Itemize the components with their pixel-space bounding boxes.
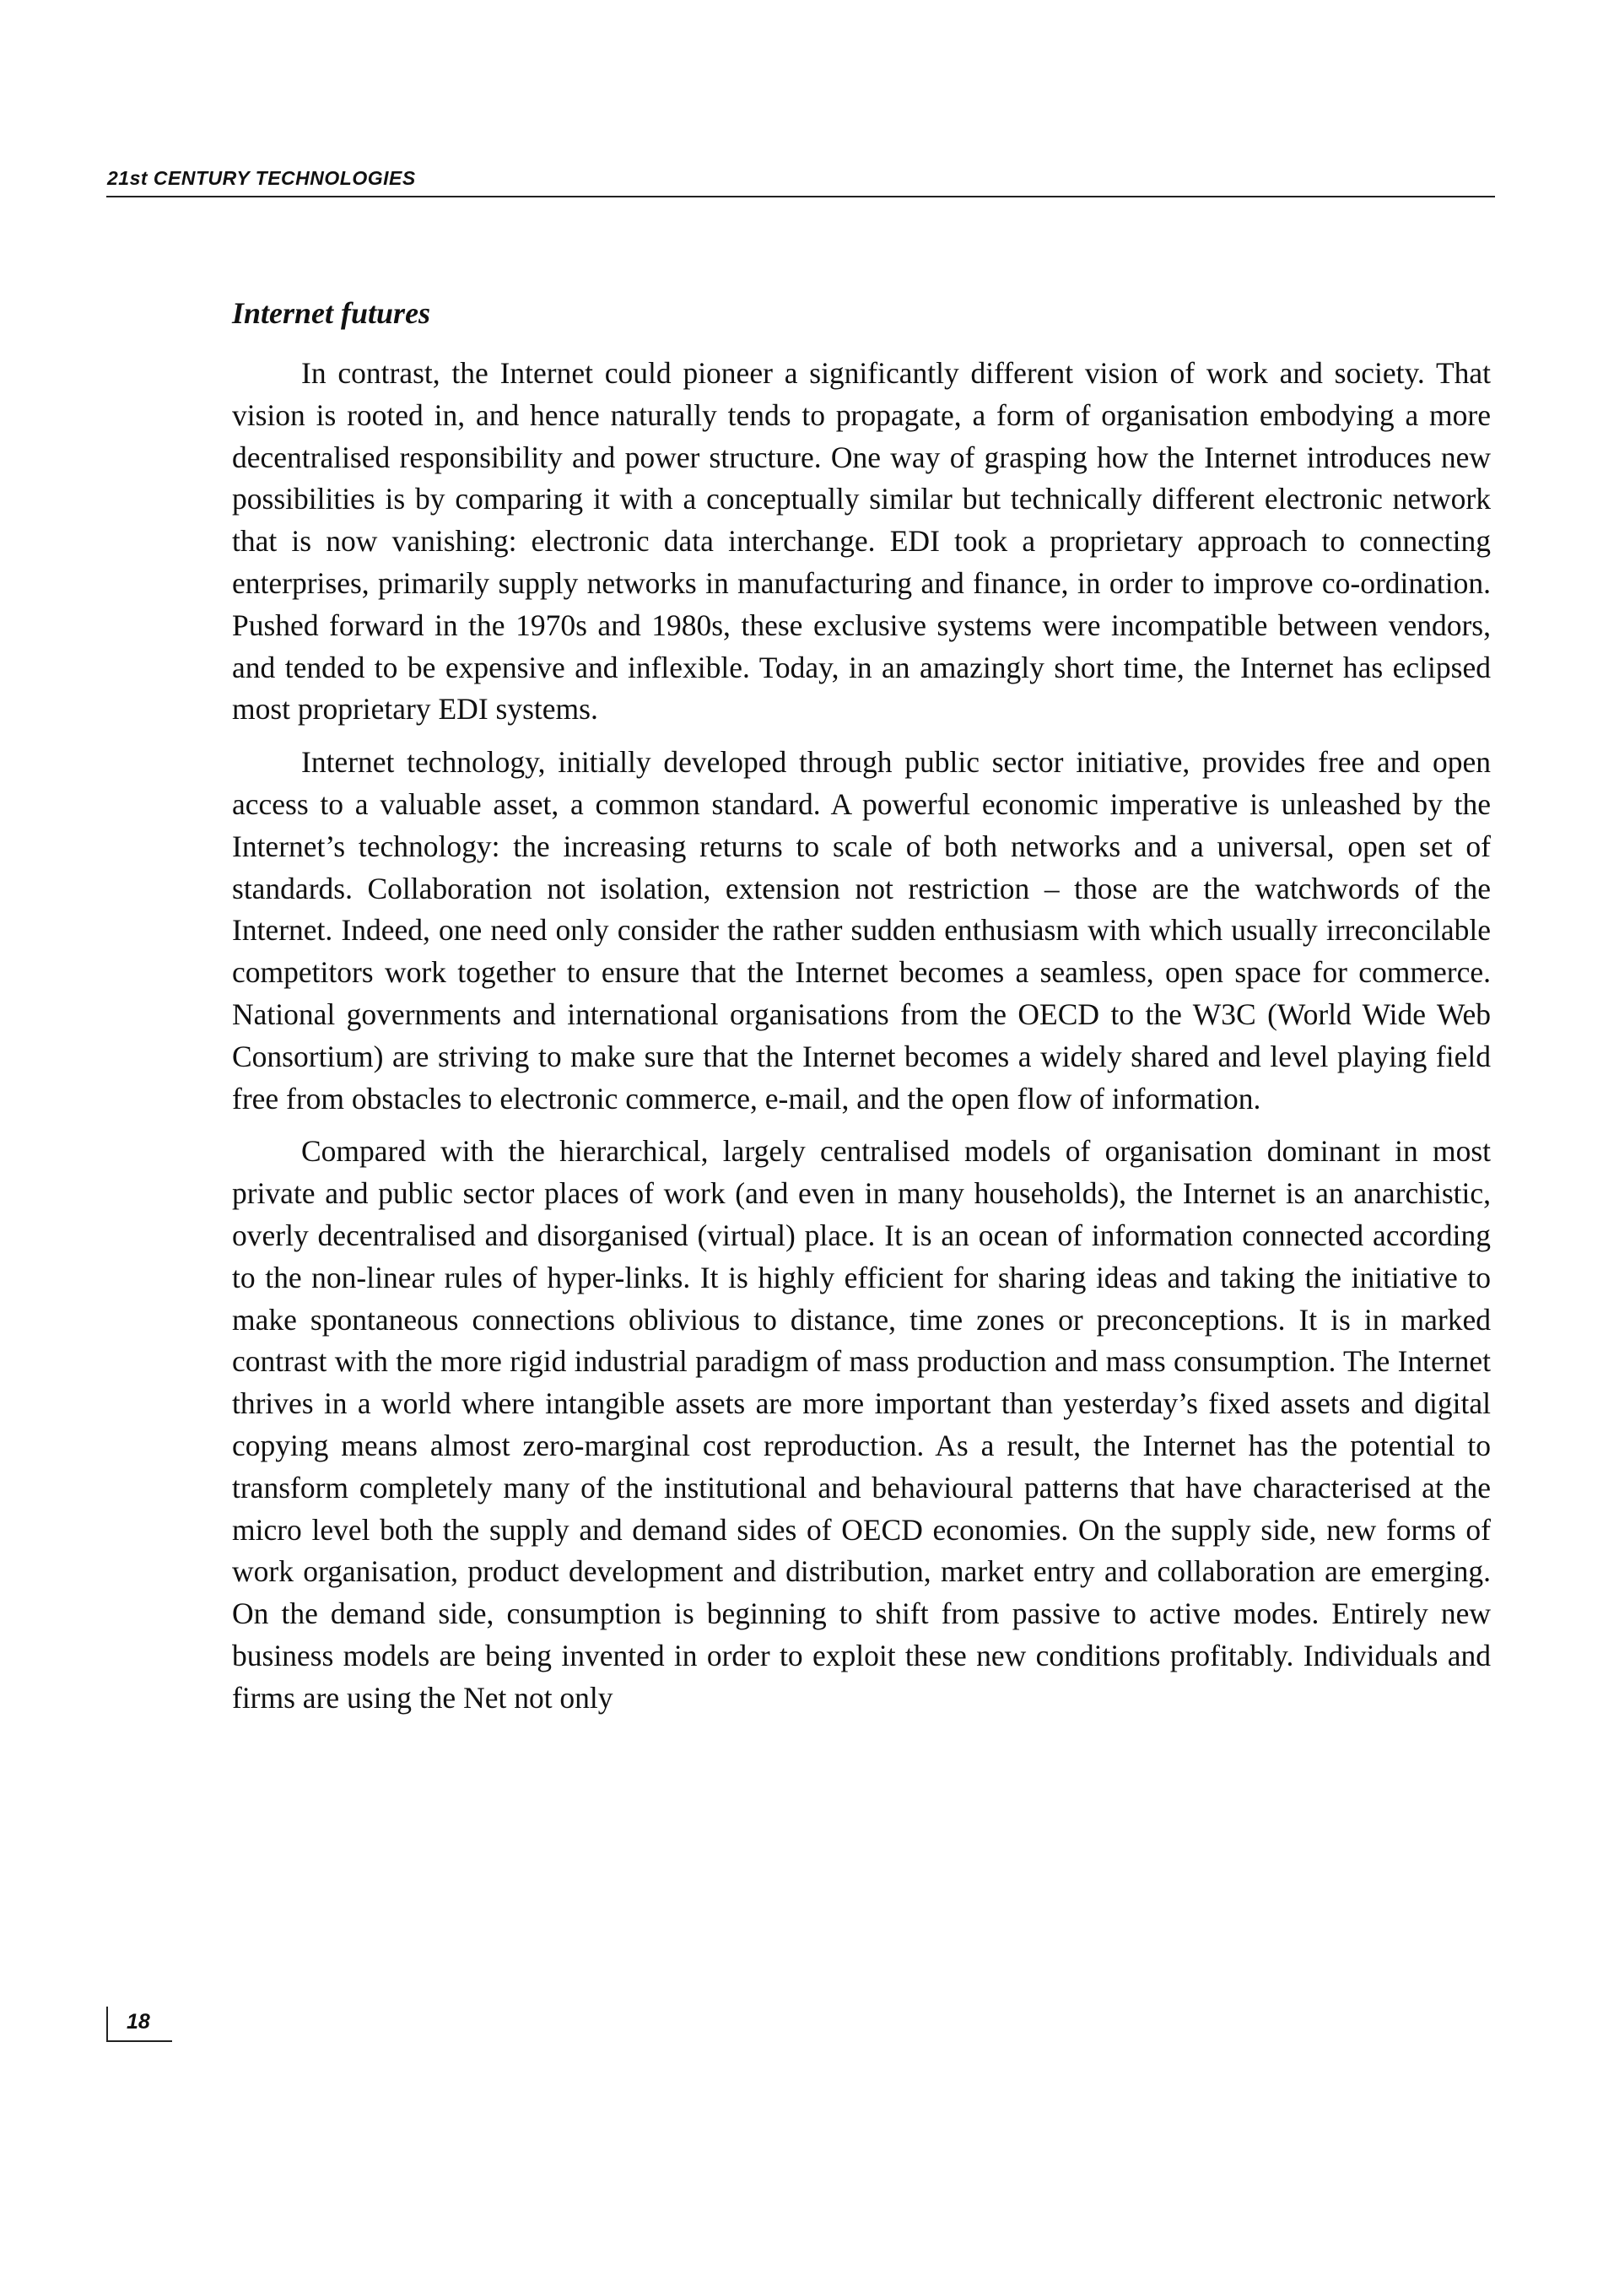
paragraph-3: Compared with the hierarchical, largely centralised models of organisation dominant in most private and public sector places of work (and even in many households), the Internet is an anarchistic, overly decentralised and disorganised (virtual) place. It is an ocean of information connected according to the non-linear rules of hyper-links. It is highly efficient for sharing ideas and taking the initiative to make spontaneous connections oblivious to distance, time zones or preconceptions. It is in marked contrast with the more rigid industrial paradigm of mass production and mass consumption. The Internet thrives in a world where intangible assets are more important than yesterday’s fixed assets and digital copying means almost zero-marginal cost reproduction. As a result, the Internet has the potential to transform completely many of the institutional and behavioural patterns that have characterised at the micro level both the supply and demand sides of OECD economies. On the supply side, new forms of work organisation, product development and distribution, market entry and collaboration are emerging. On the demand side, consumption is beginning to shift from passive to active modes. Entirely new business models are being invented in order to exploit these new conditions profitably. Individuals and firms are using the Net not only [232, 1134, 1491, 1715]
paragraph-1: In contrast, the Internet could pioneer a significantly different vision of work and society. That vision is rooted in, and hence naturally tends to propagate, a form of organisation embodying a more decentralised responsibility and power structure. One way of grasping how the Internet introduces new possibilities is by comparing it with a conceptually similar but technically different electronic network that is now vanishing: electronic data interchange. EDI took a proprietary approach to connecting enterprises, primarily supply networks in manufacturing and finance, in order to improve co-ordination. Pushed forward in the 1970s and 1980s, these exclusive systems were incompatible between vendors, and tended to be expensive and inflexible. Today, in an amazingly short time, the Internet has eclipsed most proprietary EDI systems. [232, 356, 1491, 727]
page-number: 18 [127, 2010, 150, 2034]
paragraph-2: Internet technology, initially developed through public sector initiative, provides free and open access to a valuable asset, a common standard. A powerful economic imperative is unleashed by the Internet’s technology: the increasing returns to scale of both networks and a universal, open set of standards. Collaboration not isolation, extension not restriction – those are the watchwords of the Internet. Indeed, one need only consider the rather sudden enthusiasm with which usually irreconcilable competitors work together to ensure that the Internet becomes a seamless, open space for commerce. National governments and international organisations from the OECD to the W3C (World Wide Web Consortium) are striving to make sure that the Internet becomes a widely shared and level playing field free from obstacles to electronic commerce, e-mail, and the open flow of information. [232, 745, 1491, 1116]
running-header-title: 21st CENTURY TECHNOLOGIES [107, 167, 416, 189]
page-number-box [106, 2007, 172, 2042]
body-text [232, 353, 1491, 1731]
section-heading: Internet futures [232, 296, 431, 330]
header-rule [106, 196, 1495, 197]
